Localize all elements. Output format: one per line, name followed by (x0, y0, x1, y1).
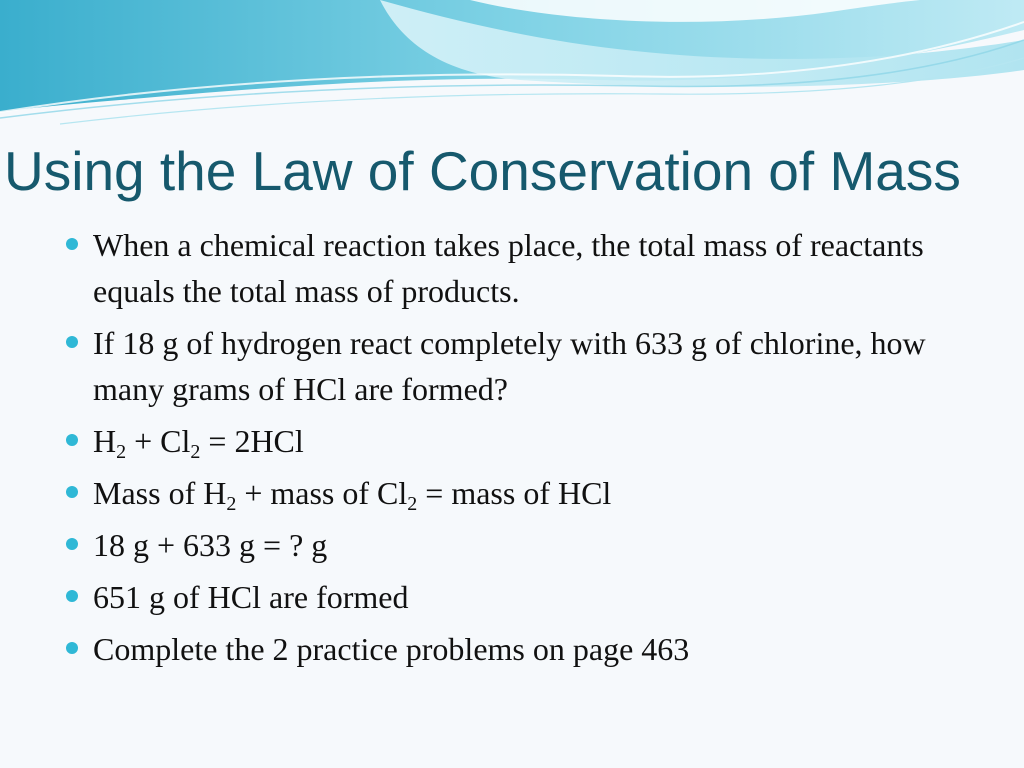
bullet-marker-icon (66, 238, 78, 250)
bullet-text-part: + Cl (126, 423, 191, 459)
bullet-marker-icon (66, 336, 78, 348)
bullet-list (62, 222, 962, 678)
bullet-text-part: = 2HCl (200, 423, 304, 459)
bullet-item (62, 222, 962, 314)
bullet-item (62, 626, 962, 672)
subscript: 2 (116, 441, 127, 463)
subscript: 2 (226, 493, 237, 515)
bullet-item-mass-equation (62, 470, 962, 516)
wave-banner (0, 0, 1024, 130)
bullet-marker-icon (66, 486, 78, 498)
bullet-text: Complete the 2 practice problems on page 463 (93, 631, 690, 667)
subscript: 2 (190, 441, 201, 463)
subscript: 2 (407, 493, 418, 515)
bullet-item-equation (62, 418, 962, 464)
bullet-item (62, 320, 962, 412)
slide-title: Using the Law of Conservation of Mass (4, 140, 961, 202)
bullet-text-part: + mass of Cl (236, 475, 408, 511)
bullet-marker-icon (66, 434, 78, 446)
bullet-text: If 18 g of hydrogen react completely with 633 g of chlorine, how many grams of HCl are formed? (93, 325, 926, 407)
bullet-text-part: = mass of HCl (417, 475, 612, 511)
bullet-text: When a chemical reaction takes place, the total mass of reactants equals the total mass of products. (93, 227, 924, 309)
bullet-text: 651 g of HCl are formed (93, 579, 409, 615)
bullet-text-part: Mass of H (93, 475, 227, 511)
bullet-marker-icon (66, 590, 78, 602)
bullet-text-part: H (93, 423, 117, 459)
bullet-marker-icon (66, 642, 78, 654)
bullet-item (62, 574, 962, 620)
bullet-marker-icon (66, 538, 78, 550)
bullet-text: 18 g + 633 g = ? g (93, 527, 328, 563)
bullet-item (62, 522, 962, 568)
